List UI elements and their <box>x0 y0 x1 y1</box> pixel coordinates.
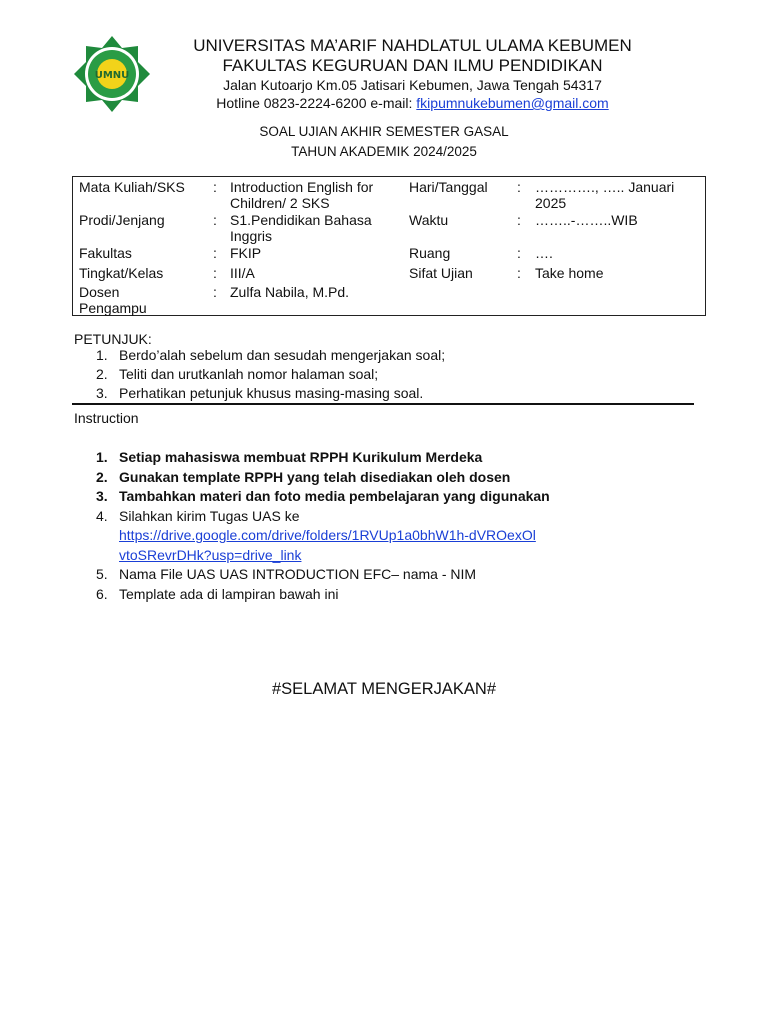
logo-text: UMNU <box>94 70 130 81</box>
room-label: Ruang <box>409 245 451 261</box>
university-logo <box>72 34 152 114</box>
list-item: 5. Nama File UAS UAS INTRODUCTION EFC– nama - NIM <box>96 566 477 582</box>
colon: : <box>517 212 521 228</box>
list-item: 1. Berdo’alah sebelum dan sesudah mengerjakan soal; <box>96 347 446 363</box>
program-label: Prodi/Jenjang <box>79 212 165 228</box>
academic-year: TAHUN AKADEMIK 2024/2025 <box>291 144 477 159</box>
list-item: 2. Gunakan template RPPH yang telah disediakan oleh dosen <box>96 468 511 485</box>
faculty-label: Fakultas <box>79 245 132 261</box>
colon: : <box>213 179 217 195</box>
room-value: …. <box>535 245 553 261</box>
list-item: 3. Tambahkan materi dan foto media pembelajaran yang digunakan <box>96 488 550 504</box>
colon: : <box>213 265 217 281</box>
faculty-value: FKIP <box>230 245 262 261</box>
class-value: III/A <box>230 265 255 281</box>
faculty-name: FAKULTAS KEGURUAN DAN ILMU PENDIDIKAN <box>222 56 603 75</box>
instruction-heading: Instruction <box>74 410 139 426</box>
university-name: UNIVERSITAS MA’ARIF NAHDLATUL ULAMA KEBUMEN <box>193 36 632 55</box>
divider <box>72 403 694 405</box>
colon: : <box>213 245 217 261</box>
list-item: 6. Template ada di lampiran bawah ini <box>96 585 339 602</box>
exam-info-box <box>72 176 706 316</box>
exam-type-value: Take home <box>535 265 604 281</box>
colon: : <box>517 265 521 281</box>
list-item: 4. Silahkan kirim Tugas UAS ke https://drive.google.com/drive/folders/1RVUp1a0bhW1h-dVROexOlvtoSRevrDHk?usp=drive_link <box>74 507 634 566</box>
colon: : <box>517 245 521 261</box>
drive-link[interactable]: https://drive.google.com/drive/folders/1RVUp1a0bhW1h-dVROexOlvtoSRevrDHk?usp=drive_link <box>119 527 536 563</box>
list-item: 2. Teliti dan urutkanlah nomor halaman soal; <box>96 366 379 382</box>
petunjuk-heading: PETUNJUK: <box>74 331 152 347</box>
colon: : <box>213 212 217 228</box>
date-value: …………., ….. Januari 2025 <box>535 179 675 211</box>
course-label: Mata Kuliah/SKS <box>79 179 185 195</box>
time-label: Waktu <box>409 212 449 228</box>
instruction-list <box>74 448 634 604</box>
address: Jalan Kutoarjo Km.05 Jatisari Kebumen, Jawa Tengah 54317 <box>223 77 602 93</box>
program-value: S1.Pendidikan Bahasa Inggris <box>230 212 372 244</box>
letterhead <box>160 36 665 112</box>
class-label: Tingkat/Kelas <box>79 265 164 281</box>
exam-type-label: Sifat Ujian <box>409 265 473 281</box>
lecturer-label: Dosen Pengampu <box>79 284 147 316</box>
colon: : <box>517 179 521 195</box>
petunjuk-list <box>74 346 445 403</box>
course-value: Introduction English for Children/ 2 SKS <box>230 179 374 211</box>
list-item: 3. Perhatikan petunjuk khusus masing-masing soal. <box>96 385 424 401</box>
lecturer-value: Zulfa Nabila, M.Pd. <box>230 284 350 300</box>
date-label: Hari/Tanggal <box>409 179 488 195</box>
list-item: 1. Setiap mahasiswa membuat RPPH Kurikulum Merdeka <box>96 449 483 465</box>
hotline-text: Hotline 0823-2224-6200 e-mail: <box>216 95 417 111</box>
closing-text: #SELAMAT MENGERJAKAN# <box>271 680 497 698</box>
exam-title: SOAL UJIAN AKHIR SEMESTER GASAL <box>259 124 509 139</box>
colon: : <box>213 284 217 300</box>
email-link[interactable]: fkipumnukebumen@gmail.com <box>416 95 609 111</box>
hotline-line <box>160 94 665 112</box>
time-value: ……..-……..WIB <box>535 212 638 228</box>
